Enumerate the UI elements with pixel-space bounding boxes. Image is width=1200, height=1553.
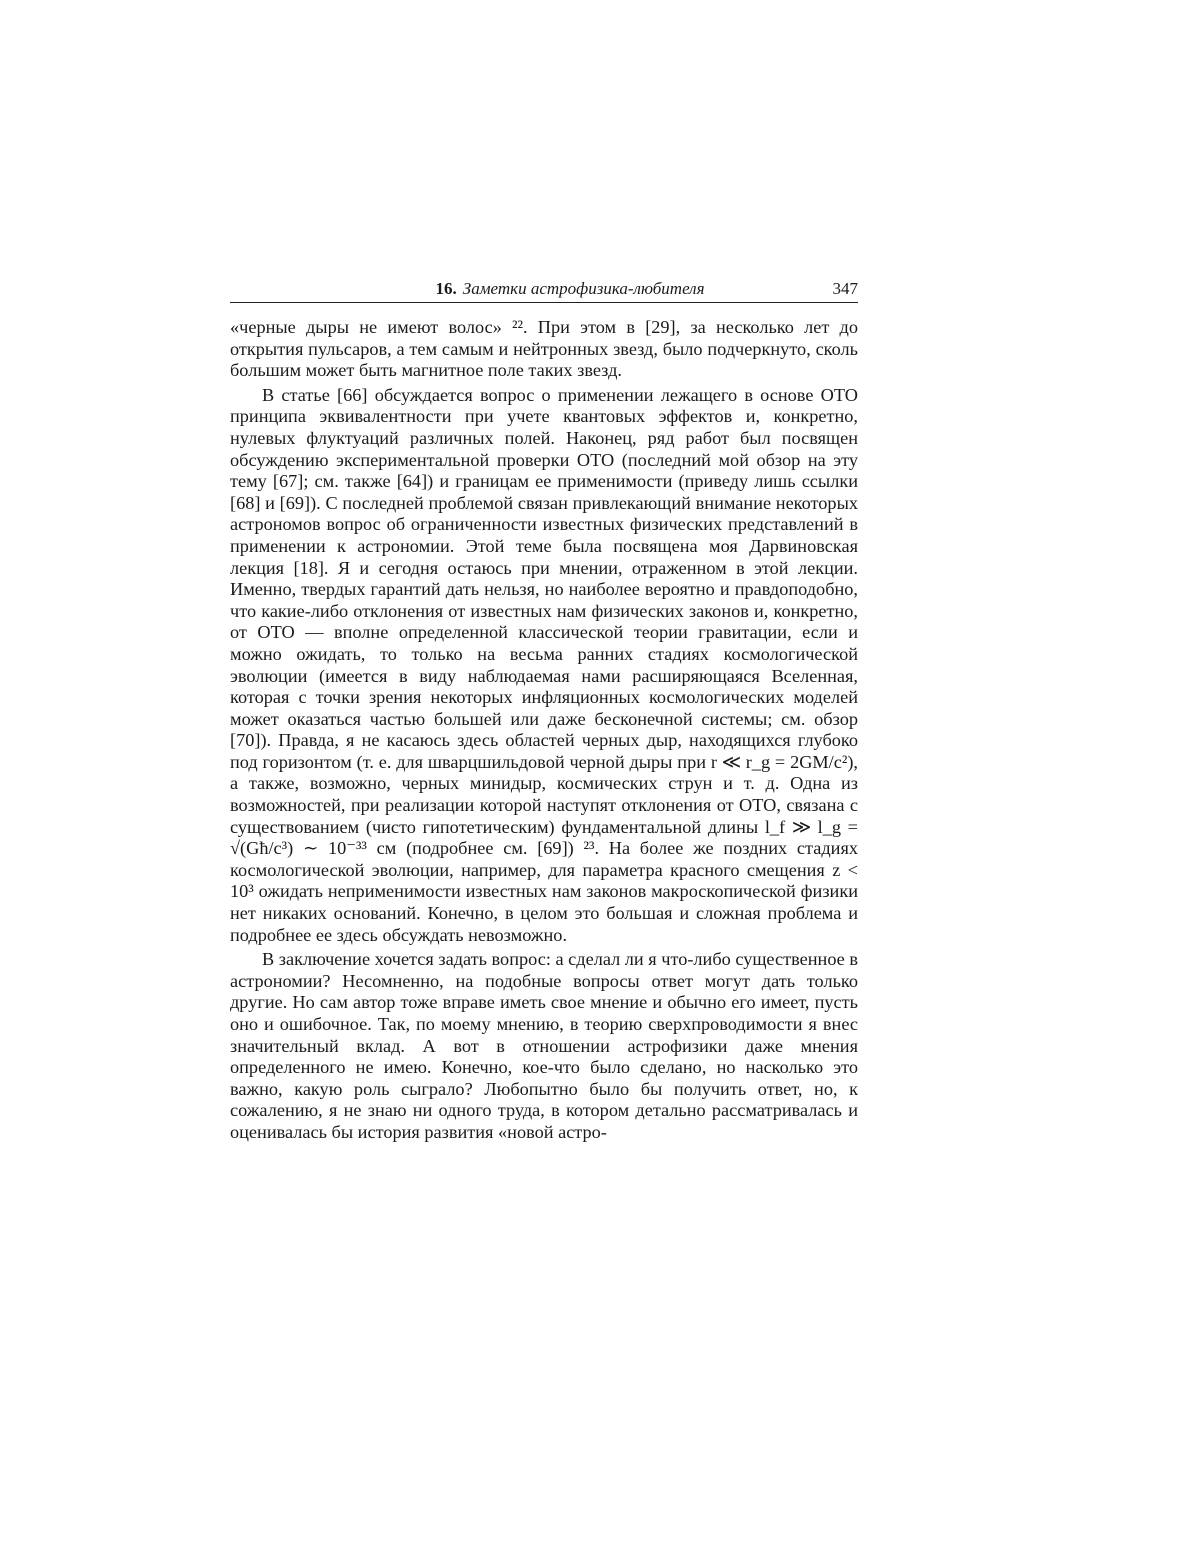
running-head — [230, 279, 858, 303]
paragraph-3: В заключение хочется задать вопрос: а сделал ли я что-либо существенное в астрономии? Несомненно, на подобные вопросы ответ могут дать только другие. Но сам автор тоже вправе иметь свое мнение и обычно его имеет, пусть оно и ошибочное. Так, по моему мнению, в теорию сверхпроводимости я внес значительный вклад. А вот в отношении астрофизики даже мнения определенного не имею. Конечно, кое-что было сделано, но насколько это важно, какую роль сыграло? Любопытно было бы получить ответ, но, к сожалению, я не знаю ни одного труда, в котором детально рассматривалась и оценивалась бы история развития «новой астро- — [230, 949, 858, 1142]
book-page — [230, 279, 858, 1147]
paragraph-2: В статье [66] обсуждается вопрос о применении лежащего в основе ОТО принципа эквивалентности при учете квантовых эффектов и, конкретно, нулевых флуктуаций различных полей. Наконец, ряд работ был посвящен обсуждению экспериментальной проверки ОТО (последний мой обзор на эту тему [67]; см. также [64]) и границам ее применимости (приведу лишь ссылки [68] и [69]). С последней проблемой связан привлекающий внимание некоторых астрономов вопрос об ограниченности известных физических представлений в применении к астрономии. Этой теме была посвящена моя Дарвиновская лекция [18]. Я и сегодня остаюсь при мнении, отраженном в этой лекции. Именно, твердых гарантий дать нельзя, но наиболее вероятно и правдоподобно, что какие-либо отклонения от известных нам физических законов и, конкретно, от ОТО — вполне определенной классической теории гравитации, если и можно ожидать, то только на весьма ранних стадиях космологической эволюции (имеется в виду наблюдаемая нами расширяющаяся Вселенная, которая с точки зрения некоторых инфляционных космологических моделей может оказаться частью большей или даже бесконечной системы; см. обзор [70]). Правда, я не касаюсь здесь областей черных дыр, находящихся глубоко под горизонтом (т. е. для шварцшильдовой черной дыры при r ≪ r_g = 2GM/c²), а также, возможно, черных минидыр, космических струн и т. д. Одна из возможностей, при реализации которой наступят отклонения от ОТО, связана с существованием (чисто гипотетическим) фундаментальной длины l_f ≫ l_g = √(Għ/c³) ∼ 10⁻³³ см (подробнее см. [69]) ²³. На более же поздних стадиях космологической эволюции, например, для параметра красного смещения z < 10³ ожидать неприменимости известных нам законов макроскопической физики нет никаких оснований. Конечно, в целом это большая и сложная проблема и подробнее ее здесь обсуждать невозможно. — [230, 384, 858, 945]
paragraph-1: «черные дыры не имеют волос» ²². При этом в [29], за несколько лет до открытия пульсаров, а тем самым и нейтронных звезд, было подчеркнуто, сколь большим может быть магнитное поле таких звезд. — [230, 317, 858, 381]
chapter-title: Заметки астрофизика-любителя — [462, 279, 705, 298]
page-number: 347 — [832, 279, 858, 298]
chapter-heading — [436, 279, 705, 299]
chapter-number: 16. — [435, 279, 457, 298]
